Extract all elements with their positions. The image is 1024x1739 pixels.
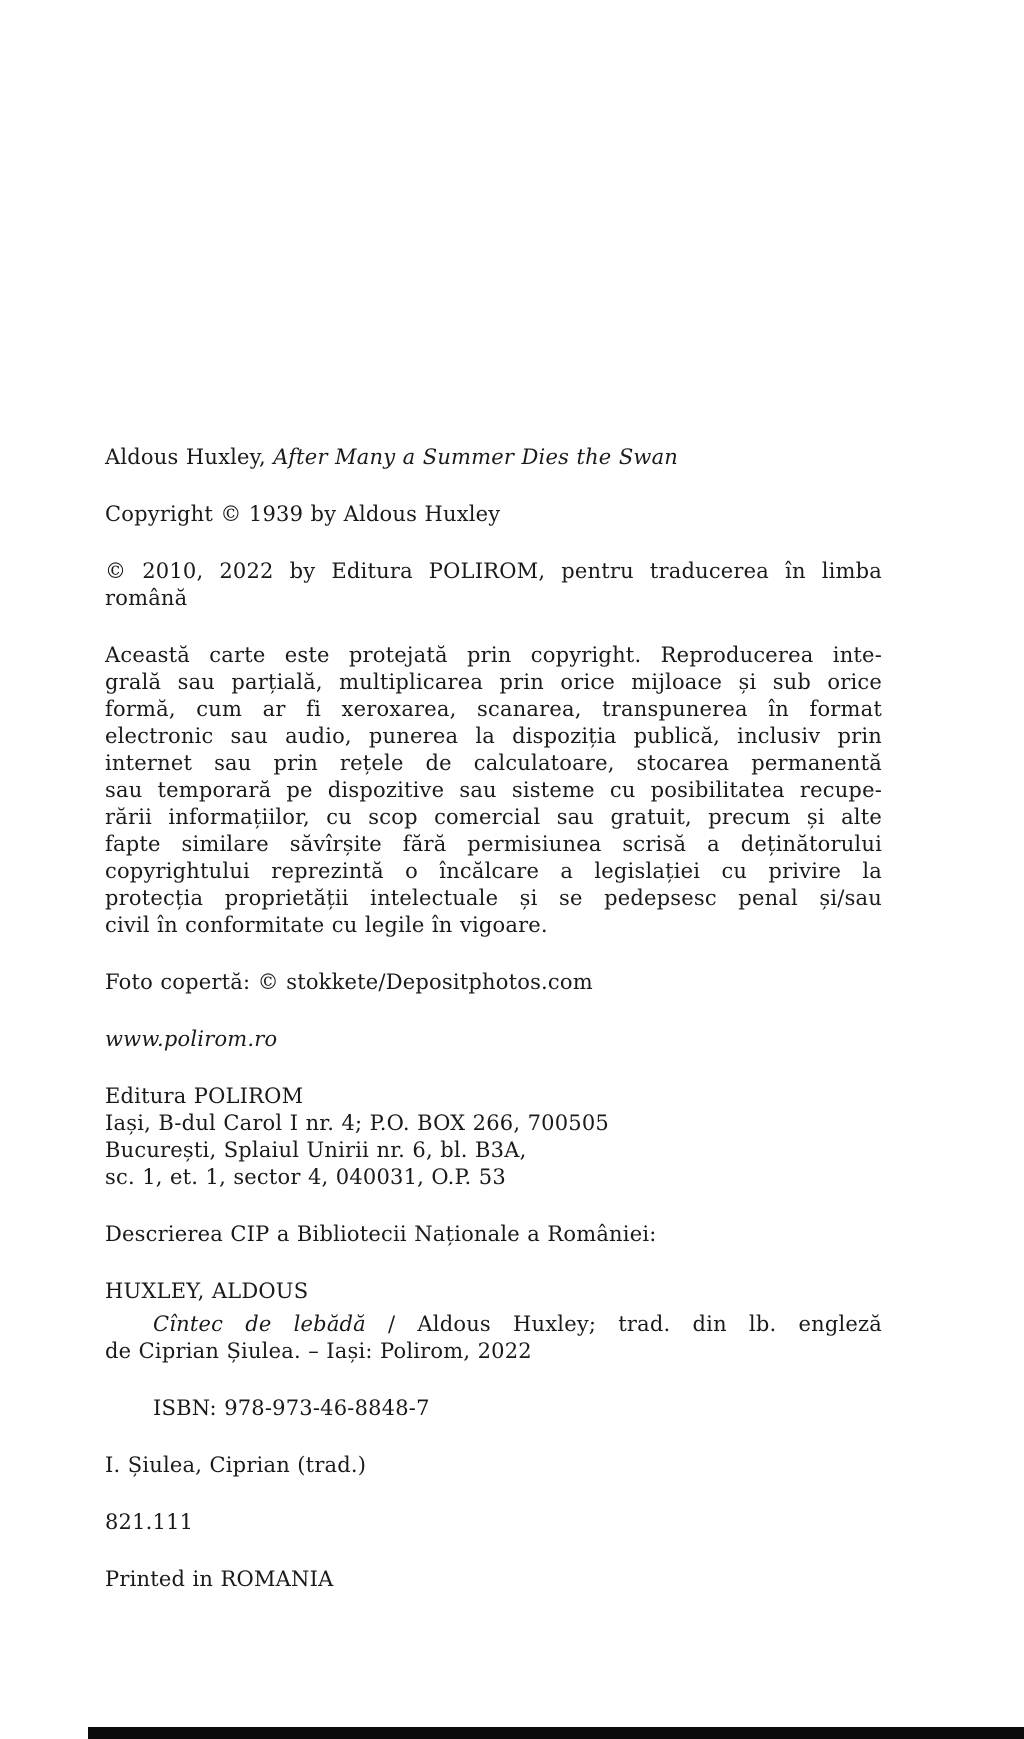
rights-notice-line: internet sau prin rețele de calculatoare, stocarea permanentă	[105, 751, 882, 775]
rights-notice-line: rării informațiilor, cu scop comercial sau gratuit, precum și alte	[105, 805, 882, 829]
publisher-address-line: București, Splaiul Unirii nr. 6, bl. B3A,	[105, 1138, 527, 1162]
romanian-copyright-line: © 2010, 2022 by Editura POLIROM, pentru traducerea în limba	[105, 559, 882, 583]
cip-entry	[105, 1311, 882, 1365]
cip-entry-imprint-line: de Ciprian Șiulea. – Iași: Polirom, 2022	[105, 1339, 532, 1363]
translator-index-line: I. Șiulea, Ciprian (trad.)	[105, 1453, 367, 1477]
publisher-website: www.polirom.ro	[105, 1027, 278, 1051]
romanian-copyright-block	[105, 558, 882, 612]
cip-entry-title-line	[105, 1311, 882, 1338]
publisher-name: Editura POLIROM	[105, 1084, 304, 1108]
romanian-copyright-line: română	[105, 586, 188, 610]
rights-notice-line: formă, cum ar fi xeroxarea, scanarea, transpunerea în format	[105, 697, 882, 721]
copyright-page-text-block	[105, 444, 882, 1623]
rights-notice-line: Această carte este protejată prin copyright. Reproducerea inte-	[105, 643, 882, 667]
scan-edge-artifact	[88, 1727, 1024, 1739]
original-copyright-line: Copyright © 1939 by Aldous Huxley	[105, 502, 501, 526]
rights-notice-line: fapte similare săvîrșite fără permisiunea scrisă a deținătorului	[105, 832, 882, 856]
publisher-address-line: sc. 1, et. 1, sector 4, 040031, O.P. 53	[105, 1165, 506, 1189]
rights-notice-line: electronic sau audio, punerea la dispoziția publică, inclusiv prin	[105, 724, 882, 748]
rights-notice-line: protecția proprietății intelectuale și se pedepsesc penal și/sau	[105, 886, 882, 910]
rights-notice-line: copyrightului reprezintă o încălcare a legislației cu privire la	[105, 859, 882, 883]
rights-notice-line: grală sau parțială, multiplicarea prin orice mijloace și sub orice	[105, 670, 882, 694]
book-attribution-line	[105, 444, 882, 471]
romanian-title: Cîntec de lebădă	[153, 1312, 366, 1336]
publisher-address-block	[105, 1083, 882, 1191]
isbn-line: ISBN: 978-973-46-8848-7	[153, 1396, 430, 1420]
rights-notice-line: sau temporară pe dispozitive sau sisteme cu posibilitatea recupe-	[105, 778, 882, 802]
udc-code: 821.111	[105, 1510, 194, 1534]
cip-author: HUXLEY, ALDOUS	[105, 1279, 309, 1303]
printed-in-line: Printed in ROMANIA	[105, 1567, 334, 1591]
author-name: Aldous Huxley,	[105, 445, 274, 469]
cip-entry-title-rest: / Aldous Huxley; trad. din lb. engleză	[365, 1312, 882, 1336]
rights-notice-paragraph	[105, 642, 882, 939]
rights-notice-line: civil în conformitate cu legile în vigoare.	[105, 913, 548, 937]
original-title: After Many a Summer Dies the Swan	[273, 445, 679, 469]
publisher-address-line: Iași, B-dul Carol I nr. 4; P.O. BOX 266, 700505	[105, 1111, 609, 1135]
cip-heading: Descrierea CIP a Bibliotecii Naționale a României:	[105, 1222, 657, 1246]
cover-photo-credit: Foto copertă: © stokkete/Depositphotos.com	[105, 970, 593, 994]
